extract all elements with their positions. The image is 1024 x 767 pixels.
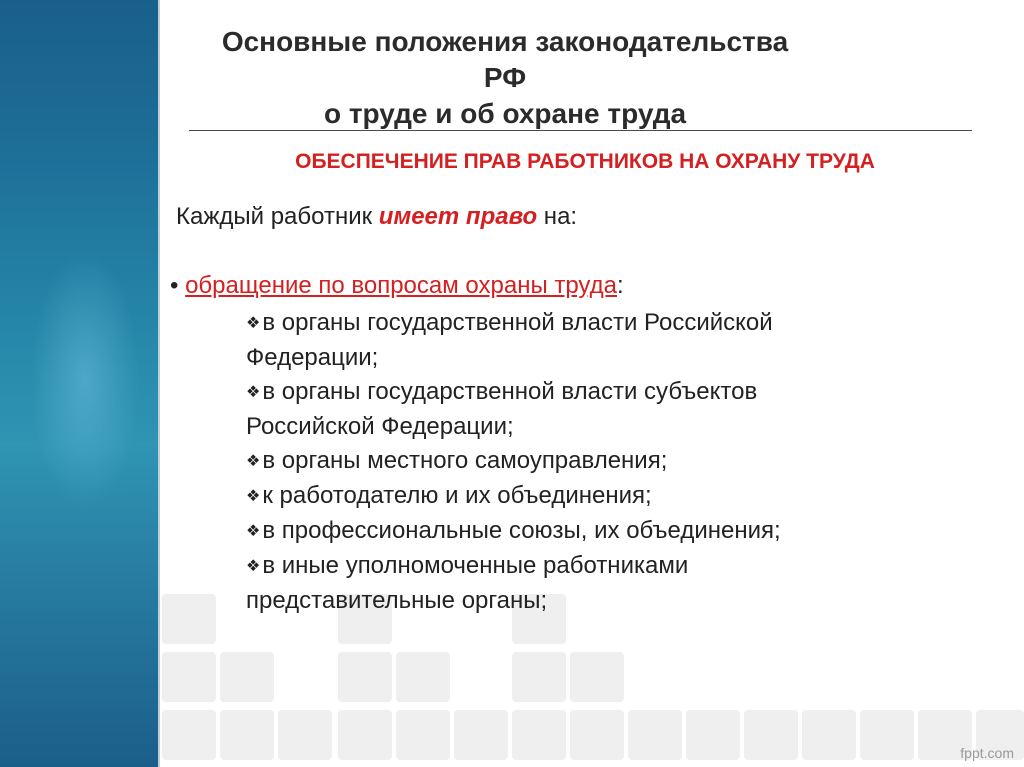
bg-tile [338, 710, 392, 760]
list-item-line-2: Федерации; [246, 344, 379, 371]
list-item [246, 514, 946, 549]
list-item [246, 479, 946, 514]
list-item-line-2: представительные органы; [246, 587, 548, 614]
bg-tile [278, 710, 332, 760]
bg-tile [162, 710, 216, 760]
list-item-line-1: в органы государственной власти субъектов [262, 378, 758, 405]
diamond-bullet-icon: ❖ [246, 384, 261, 401]
bg-tile [338, 652, 392, 702]
title-line-2: о труде и об охране труда [323, 98, 687, 129]
bg-tile [512, 652, 566, 702]
bg-tile [570, 652, 624, 702]
bg-tile [220, 710, 274, 760]
title-rule [189, 130, 972, 131]
watermark: fppt.com [960, 745, 1014, 761]
appeal-link[interactable]: обращение по вопросам охраны труда [185, 272, 617, 299]
bullet-suffix: : [616, 272, 624, 299]
intro-emphasis: имеет право [378, 203, 538, 230]
bg-tile [512, 710, 566, 760]
intro-sentence [176, 203, 577, 231]
slide-title [200, 24, 810, 132]
list-item [246, 375, 946, 444]
bullet-marker: • [170, 272, 179, 299]
bg-tile [628, 710, 682, 760]
diamond-bullet-icon: ❖ [246, 558, 261, 575]
list-item-line-1: в иные уполномоченные работниками [262, 552, 689, 579]
list-item-line-1: к работодателю и их объединения; [262, 482, 652, 509]
intro-after: на: [537, 203, 578, 230]
diamond-bullet-icon: ❖ [246, 488, 261, 505]
list-item-line-1: в органы государственной власти Российской [262, 309, 773, 336]
list-item [246, 549, 946, 618]
bg-tile [860, 710, 914, 760]
section-subtitle: ОБЕСПЕЧЕНИЕ ПРАВ РАБОТНИКОВ НА ОХРАНУ ТРУДА [295, 150, 875, 173]
diamond-bullet-icon: ❖ [246, 453, 261, 470]
bg-tile [570, 710, 624, 760]
list-item [246, 306, 946, 375]
bg-tile [744, 710, 798, 760]
bg-tile [454, 710, 508, 760]
bg-tile [396, 710, 450, 760]
intro-before: Каждый работник [176, 203, 379, 230]
bg-tile [162, 594, 216, 644]
list-item-line-1: в профессиональные союзы, их объединения; [262, 517, 781, 544]
bg-tile [162, 652, 216, 702]
list-item-line-2: Российской Федерации; [246, 413, 514, 440]
diamond-bullet-icon: ❖ [246, 315, 261, 332]
bg-tile [396, 652, 450, 702]
bg-tile [802, 710, 856, 760]
bullet-item [170, 272, 624, 300]
list-item-line-1: в органы местного самоуправления; [262, 447, 668, 474]
authority-list [246, 306, 946, 618]
bg-tile [220, 652, 274, 702]
bg-tile [686, 710, 740, 760]
list-item [246, 444, 946, 479]
title-line-1: Основные положения законодательства РФ [221, 26, 789, 93]
diamond-bullet-icon: ❖ [246, 523, 261, 540]
